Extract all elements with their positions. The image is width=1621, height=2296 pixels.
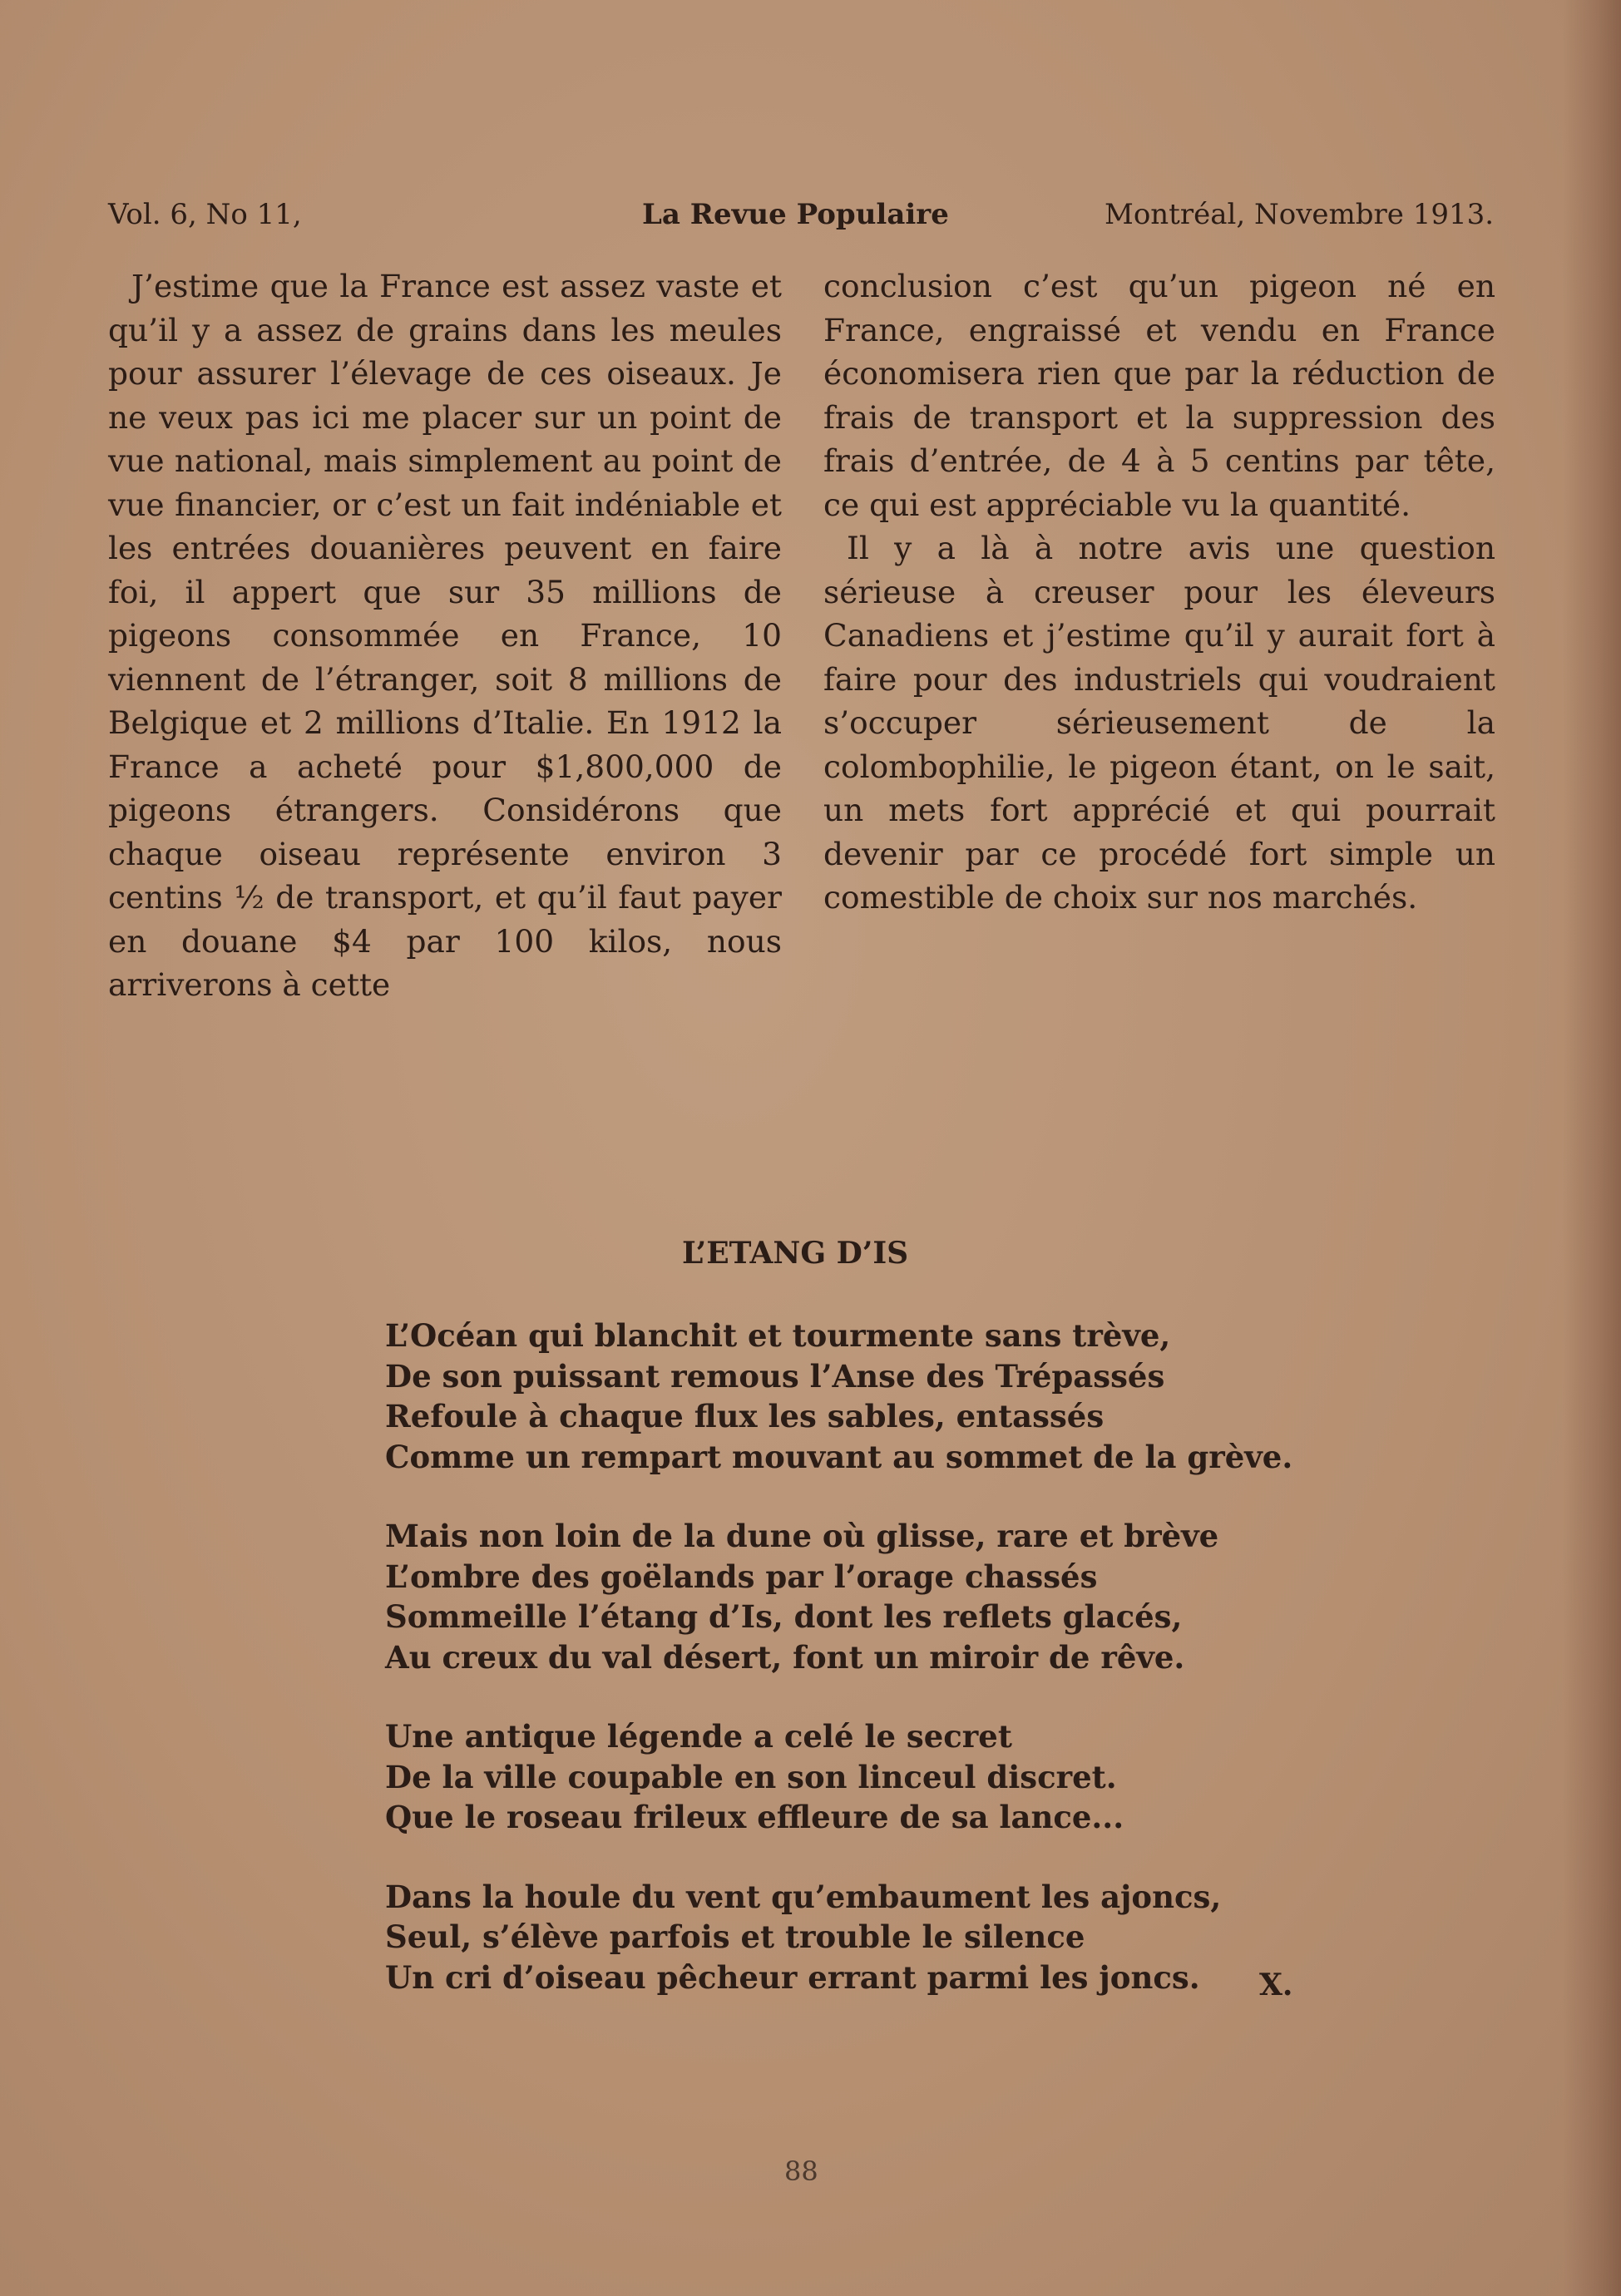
poem-line: L’Océan qui blanchit et tourmente sans trève, xyxy=(385,1317,1171,1354)
poem-line: Comme un rempart mouvant au sommet de la grève. xyxy=(385,1438,1293,1475)
header-dateline: Montréal, Novembre 1913. xyxy=(1105,198,1495,231)
header-volume: Vol. 6, No 11, xyxy=(108,198,302,231)
poem-line: Dans la houle du vent qu’embaument les ajoncs, xyxy=(385,1878,1222,1915)
article-paragraph: J’estime que la France est assez vaste et qu’il y a assez de grains dans les meules pour assurer l’élevage de ces oiseaux. Je ne veux pas ici me placer sur un point de vue national, mais simplement au point de vue financier, or c’est un fait indéniable et les entrées douanières peuvent en faire foi, il appert que sur 35 millions de pigeons consommée en France, 10 viennent de l’étranger, soit 8 millions de Belgique et 2 millions d’Italie. En 1912 la France a acheté pour $1,800,000 de pigeons étrangers. Considérons que chaque oiseau représente environ 3 centins ½ de transport, et qu’il faut payer en douane $4 par 100 kilos, nous arriverons à cette xyxy=(108,268,782,1003)
poem-title: L’ETANG D’IS xyxy=(682,1236,909,1271)
article-left-column xyxy=(108,264,782,1007)
poem-line: Mais non loin de la dune où glisse, rare et brève xyxy=(385,1518,1219,1554)
poem-line: Refoule à chaque flux les sables, entassés xyxy=(385,1398,1105,1434)
poem-line: L’ombre des goëlands par l’orage chassés xyxy=(385,1558,1098,1595)
poem-stanza xyxy=(385,1516,1300,1677)
page-edge-shadow xyxy=(1563,0,1621,2296)
poem-body xyxy=(385,1316,1300,2037)
article-paragraph: conclusion c’est qu’un pigeon né en France, engraissé et vendu en France économisera rien que par la réduction de frais de transport et la suppression des frais d’entrée, de 4 à 5 centins par tête, ce qui est appréciable vu la quantité. xyxy=(823,268,1495,523)
poem-line: De son puissant remous l’Anse des Trépassés xyxy=(385,1357,1165,1395)
poem-signature: X. xyxy=(1259,1968,1293,2002)
article-right-column xyxy=(823,264,1495,920)
poem-line: Au creux du val désert, font un miroir de rêve. xyxy=(385,1638,1185,1676)
page-number: 88 xyxy=(784,2155,818,2187)
poem-line: Seul, s’élève parfois et trouble le silence xyxy=(385,1918,1085,1955)
poem-line: Un cri d’oiseau pêcheur errant parmi les joncs. xyxy=(385,1958,1200,1996)
poem-line: De la ville coupable en son linceul discret. xyxy=(385,1758,1117,1795)
poem-line: Sommeille l’étang d’Is, dont les reflets glacés, xyxy=(385,1598,1183,1635)
poem-stanza xyxy=(385,1716,1300,1838)
poem-stanza xyxy=(385,1316,1300,1477)
poem-stanza xyxy=(385,1877,1300,1998)
poem-line: Une antique légende a celé le secret xyxy=(385,1718,1012,1755)
poem-line: Que le roseau frileux effleure de sa lance... xyxy=(385,1799,1124,1835)
article-paragraph: Il y a là à notre avis une question sérieuse à creuser pour les éleveurs Canadiens et j’estime qu’il y aurait fort à faire pour des industriels qui voudraient s’occuper sérieusement de la colombophilie, le pigeon étant, on le sait, un mets fort apprécié et qui pourrait devenir par ce procédé fort simple un comestible de choix sur nos marchés. xyxy=(823,530,1495,916)
header-title: La Revue Populaire xyxy=(642,198,949,231)
